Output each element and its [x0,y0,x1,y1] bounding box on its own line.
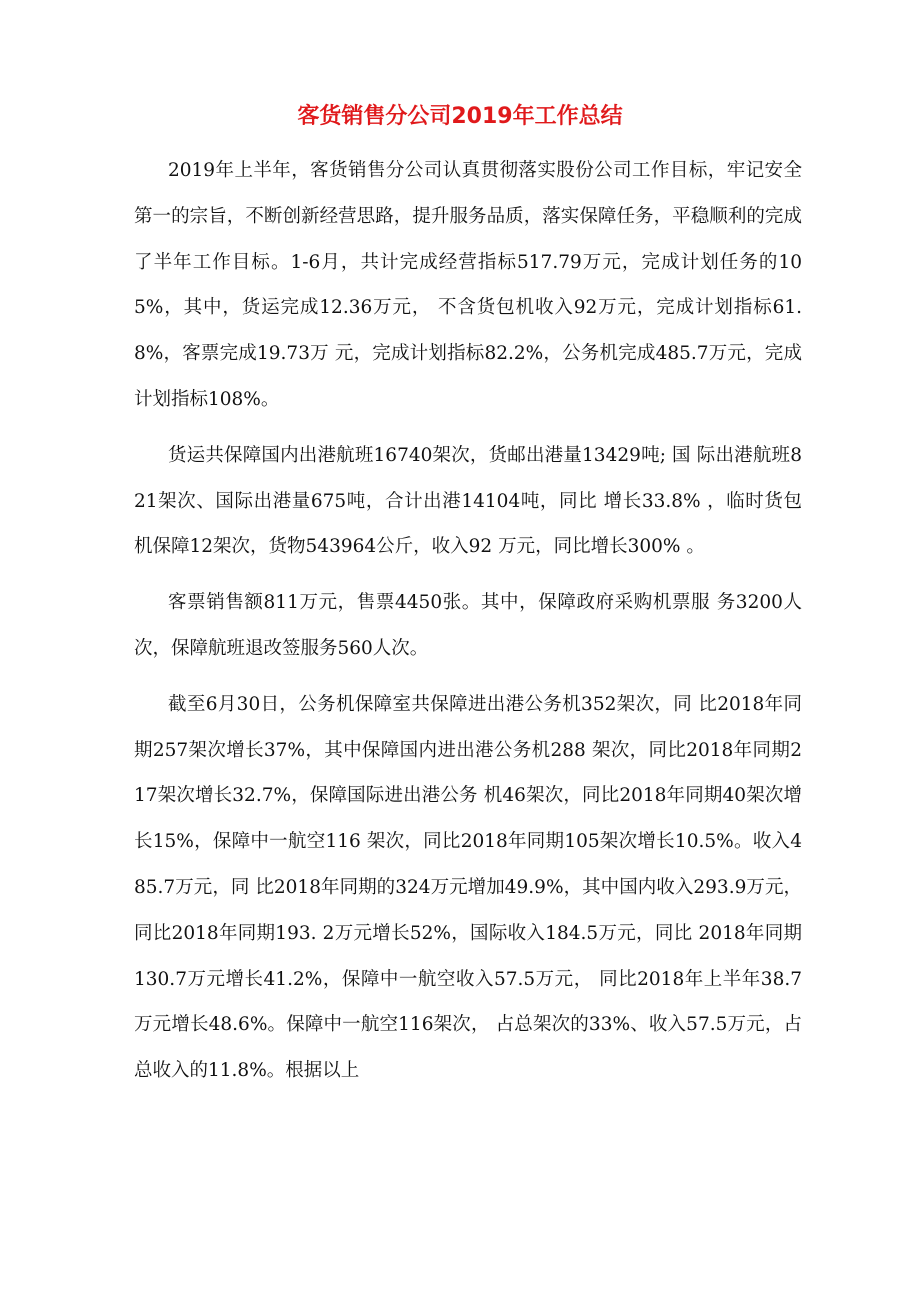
paragraph-cargo: 货运共保障国内出港航班16740架次，货邮出港量13429吨; 国 际出港航班821架次、国际出港量675吨，合计出港14104吨，同比 增长33.8% ，临时货包机保障12架次，货物543964公斤，收入92 万元，同比增长300% 。 [134,444,802,558]
paragraph-tickets: 客票销售额811万元，售票4450张。其中，保障政府采购机票服 务3200人次，保障航班退改签服务560人次。 [134,592,802,659]
paragraph-summary: 2019年上半年，客货销售分公司认真贯彻落实股份公司工作目标，牢记安全第一的宗旨，不断创新经营思路，提升服务品质，落实保障任务，平稳顺利的完成了半年工作目标。1-6月，共计完成经营指标517.79万元，完成计划任务的105%，其中，货运完成12.36万元， 不含货包机收入92万元，完成计划指标61.8%，客票完成19.73万 元，完成计划指标82.2%，公务机完成485.7万元，完成计划指标108%。 [134,160,802,410]
document-title: 客货销售分公司2019年工作总结 [297,104,623,129]
document-body [134,148,802,1104]
paragraph-business-jet: 截至6月30日，公务机保障室共保障进出港公务机352架次，同 比2018年同期257架次增长37%，其中保障国内进出港公务机288 架次，同比2018年同期217架次增长32.7%，保障国际进出港公务 机46架次，同比2018年同期40架次增长15%，保障中一航空116 架次，同比2018年同期105架次增长10.5%。收入485.7万元，同 比2018年同期的324万元增加49.9%，其中国内收入293.9万元， 同比2018年同期193. 2万元增长52%，国际收入184.5万元，同比 2018年同期130.7万元增长41.2%，保障中一航空收入57.5万元， 同比2018年上半年38.7万元增长48.6%。保障中一航空116架次， 占总架次的33%、收入57.5万元，占总收入的11.8%。根据以上 [134,693,802,1082]
